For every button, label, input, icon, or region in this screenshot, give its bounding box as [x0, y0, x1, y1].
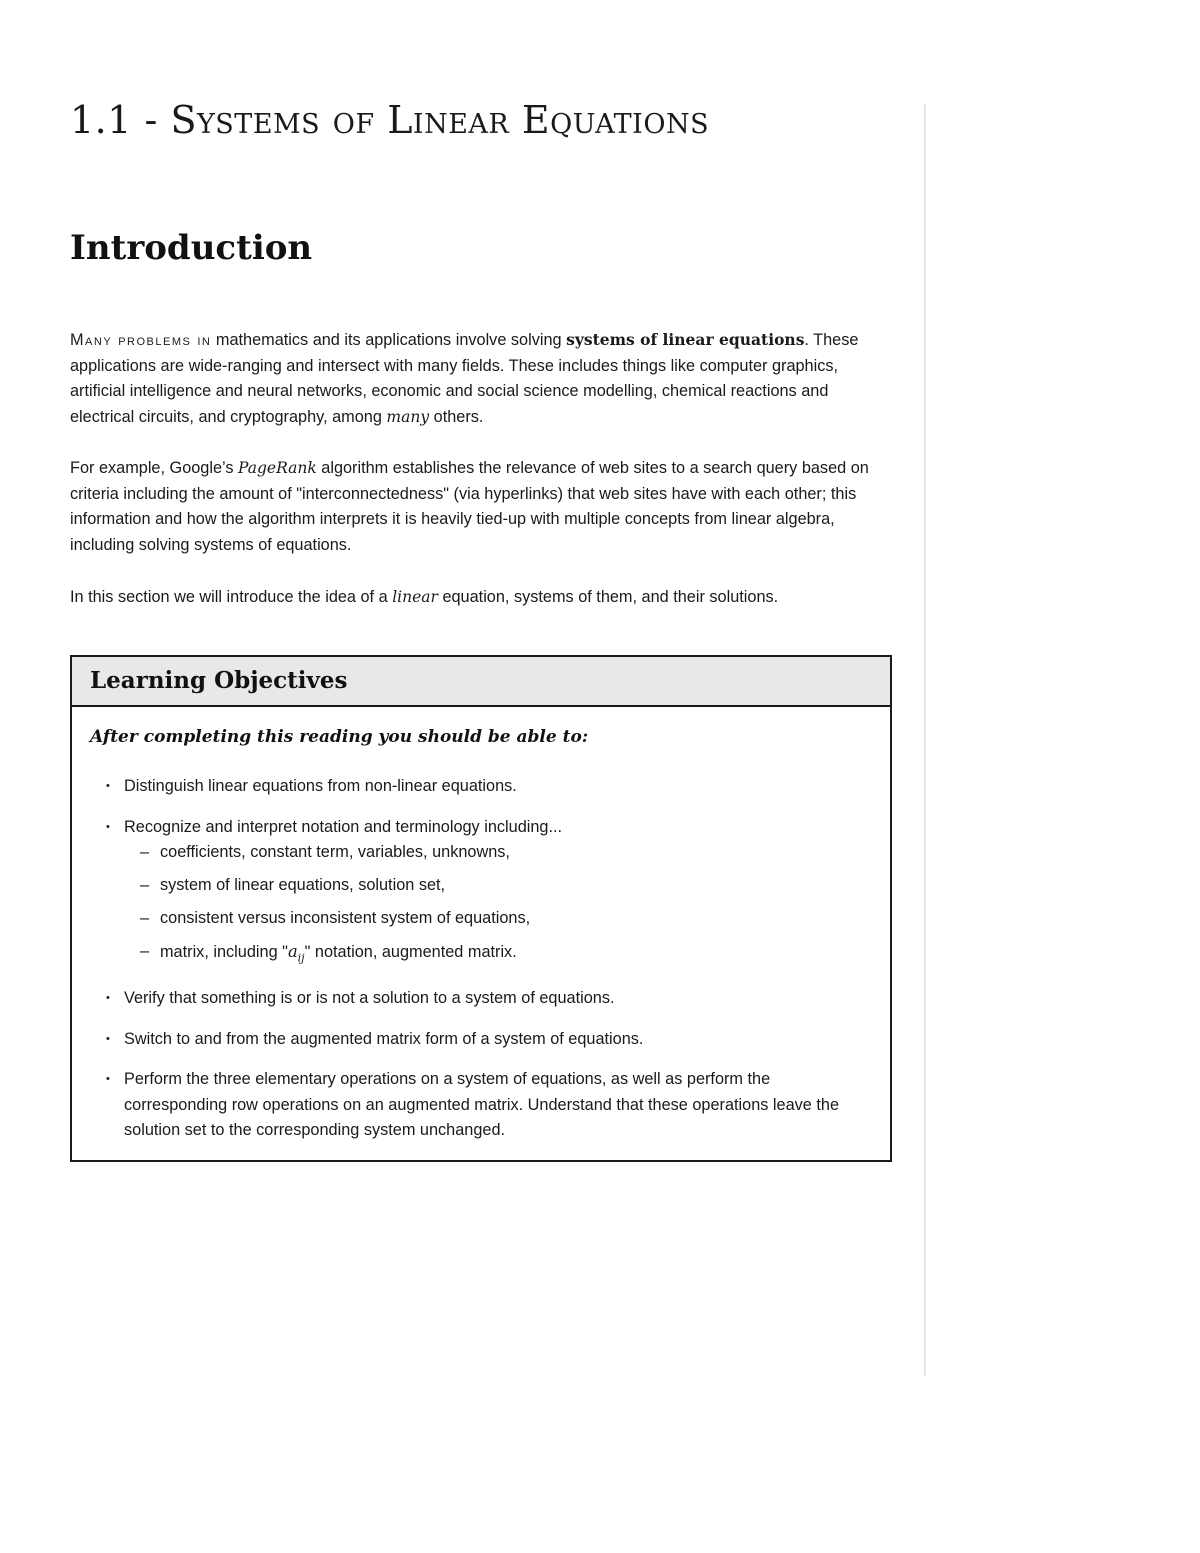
p1-text-c: others.: [429, 407, 484, 426]
math-aij: [287, 942, 305, 965]
intro-heading: Introduction: [70, 228, 313, 268]
margin-rule: [924, 104, 926, 1376]
objectives-lead: After completing this reading you should be able to:: [90, 727, 589, 747]
list-item: [90, 1027, 860, 1053]
p1-bold-term: systems of linear equations: [566, 330, 805, 349]
learning-objectives-header: [72, 657, 890, 707]
list-item: [90, 1067, 860, 1144]
p3-text-b: equation, systems of them, and their solutions.: [437, 588, 779, 606]
p2-text-b: algorithm establishes the relevance of web sites to a search query based on criteria including the amount of "interconnectedness" (via hyperlinks) that web sites have with each other; this information and how the algorithm interprets it is heavily tied-up with multiple concepts from linear algebra, including solving systems of equations.: [70, 459, 869, 554]
list-item: [90, 815, 860, 971]
p2-italic: PageRank: [238, 459, 317, 477]
sub-list-item: [124, 840, 860, 866]
intro-paragraph-3: [70, 585, 892, 611]
list-item-text: Switch to and from the augmented matrix form of a system of equations.: [124, 1029, 644, 1048]
bullet-icon: •: [106, 1032, 110, 1045]
learning-objectives-title: Learning Objectives: [90, 667, 348, 694]
math-subscript: ij: [297, 951, 305, 965]
list-item: [90, 986, 860, 1012]
p3-italic: linear: [392, 588, 438, 606]
paragraph-lead-smallcaps: Many problems in: [70, 331, 212, 349]
bullet-icon: •: [106, 991, 110, 1004]
list-item-text: Recognize and interpret notation and terminology including...: [124, 817, 563, 836]
learning-objectives-box: [70, 655, 892, 1162]
section-title-text: Systems of Linear Equations: [170, 98, 710, 142]
sub-list-item: [124, 939, 860, 971]
sub-list-item-text: coefficients, constant term, variables, unknowns,: [160, 843, 510, 862]
sub-list-item: [124, 906, 860, 932]
dash-icon: –: [140, 876, 150, 895]
dash-icon: –: [140, 909, 150, 928]
section-title: [70, 98, 709, 142]
sub-list-item-text: system of linear equations, solution set,: [160, 876, 446, 895]
list-item-text: Verify that something is or is not a solution to a system of equations.: [124, 988, 615, 1007]
objectives-sublist: [124, 840, 860, 971]
dash-icon: –: [140, 843, 150, 862]
bullet-icon: •: [106, 780, 110, 792]
sub-list-item-text: consistent versus inconsistent system of equations,: [160, 909, 531, 928]
p3-text-a: In this section we will introduce the idea of a: [70, 588, 393, 606]
list-item: [90, 774, 860, 800]
p1-text-b: . These applications are wide-ranging and intersect with many fields. These includes things like computer graphics, artificial intelligence and neural networks, economic and social science modelling, chemical reactions and electrical circuits, and cryptography, among: [70, 331, 859, 426]
p2-text-a: For example, Google’s: [70, 459, 239, 477]
bullet-icon: •: [106, 820, 110, 833]
p1-italic: many: [386, 407, 430, 426]
matrix-text-a: matrix, including ": [160, 943, 288, 962]
intro-paragraph-2: [70, 456, 892, 558]
objectives-list: [90, 774, 860, 1159]
intro-paragraph-1: [70, 327, 892, 430]
bullet-icon: •: [106, 1073, 110, 1086]
section-number: 1.1 -: [70, 98, 158, 142]
math-var: a: [287, 942, 298, 962]
list-item-text: Distinguish linear equations from non-linear equations.: [124, 777, 517, 795]
matrix-text-b: " notation, augmented matrix.: [304, 943, 517, 962]
list-item-text: Perform the three elementary operations on a system of equations, as well as perform the corresponding row operations on an augmented matrix. Understand that these operations leave the solution set to the corresponding system unchanged.: [124, 1070, 840, 1140]
p1-text-a: mathematics and its applications involve solving: [211, 331, 567, 349]
sub-list-item: [124, 873, 860, 899]
sub-list-item-text: [160, 942, 517, 965]
dash-icon: –: [140, 942, 150, 961]
